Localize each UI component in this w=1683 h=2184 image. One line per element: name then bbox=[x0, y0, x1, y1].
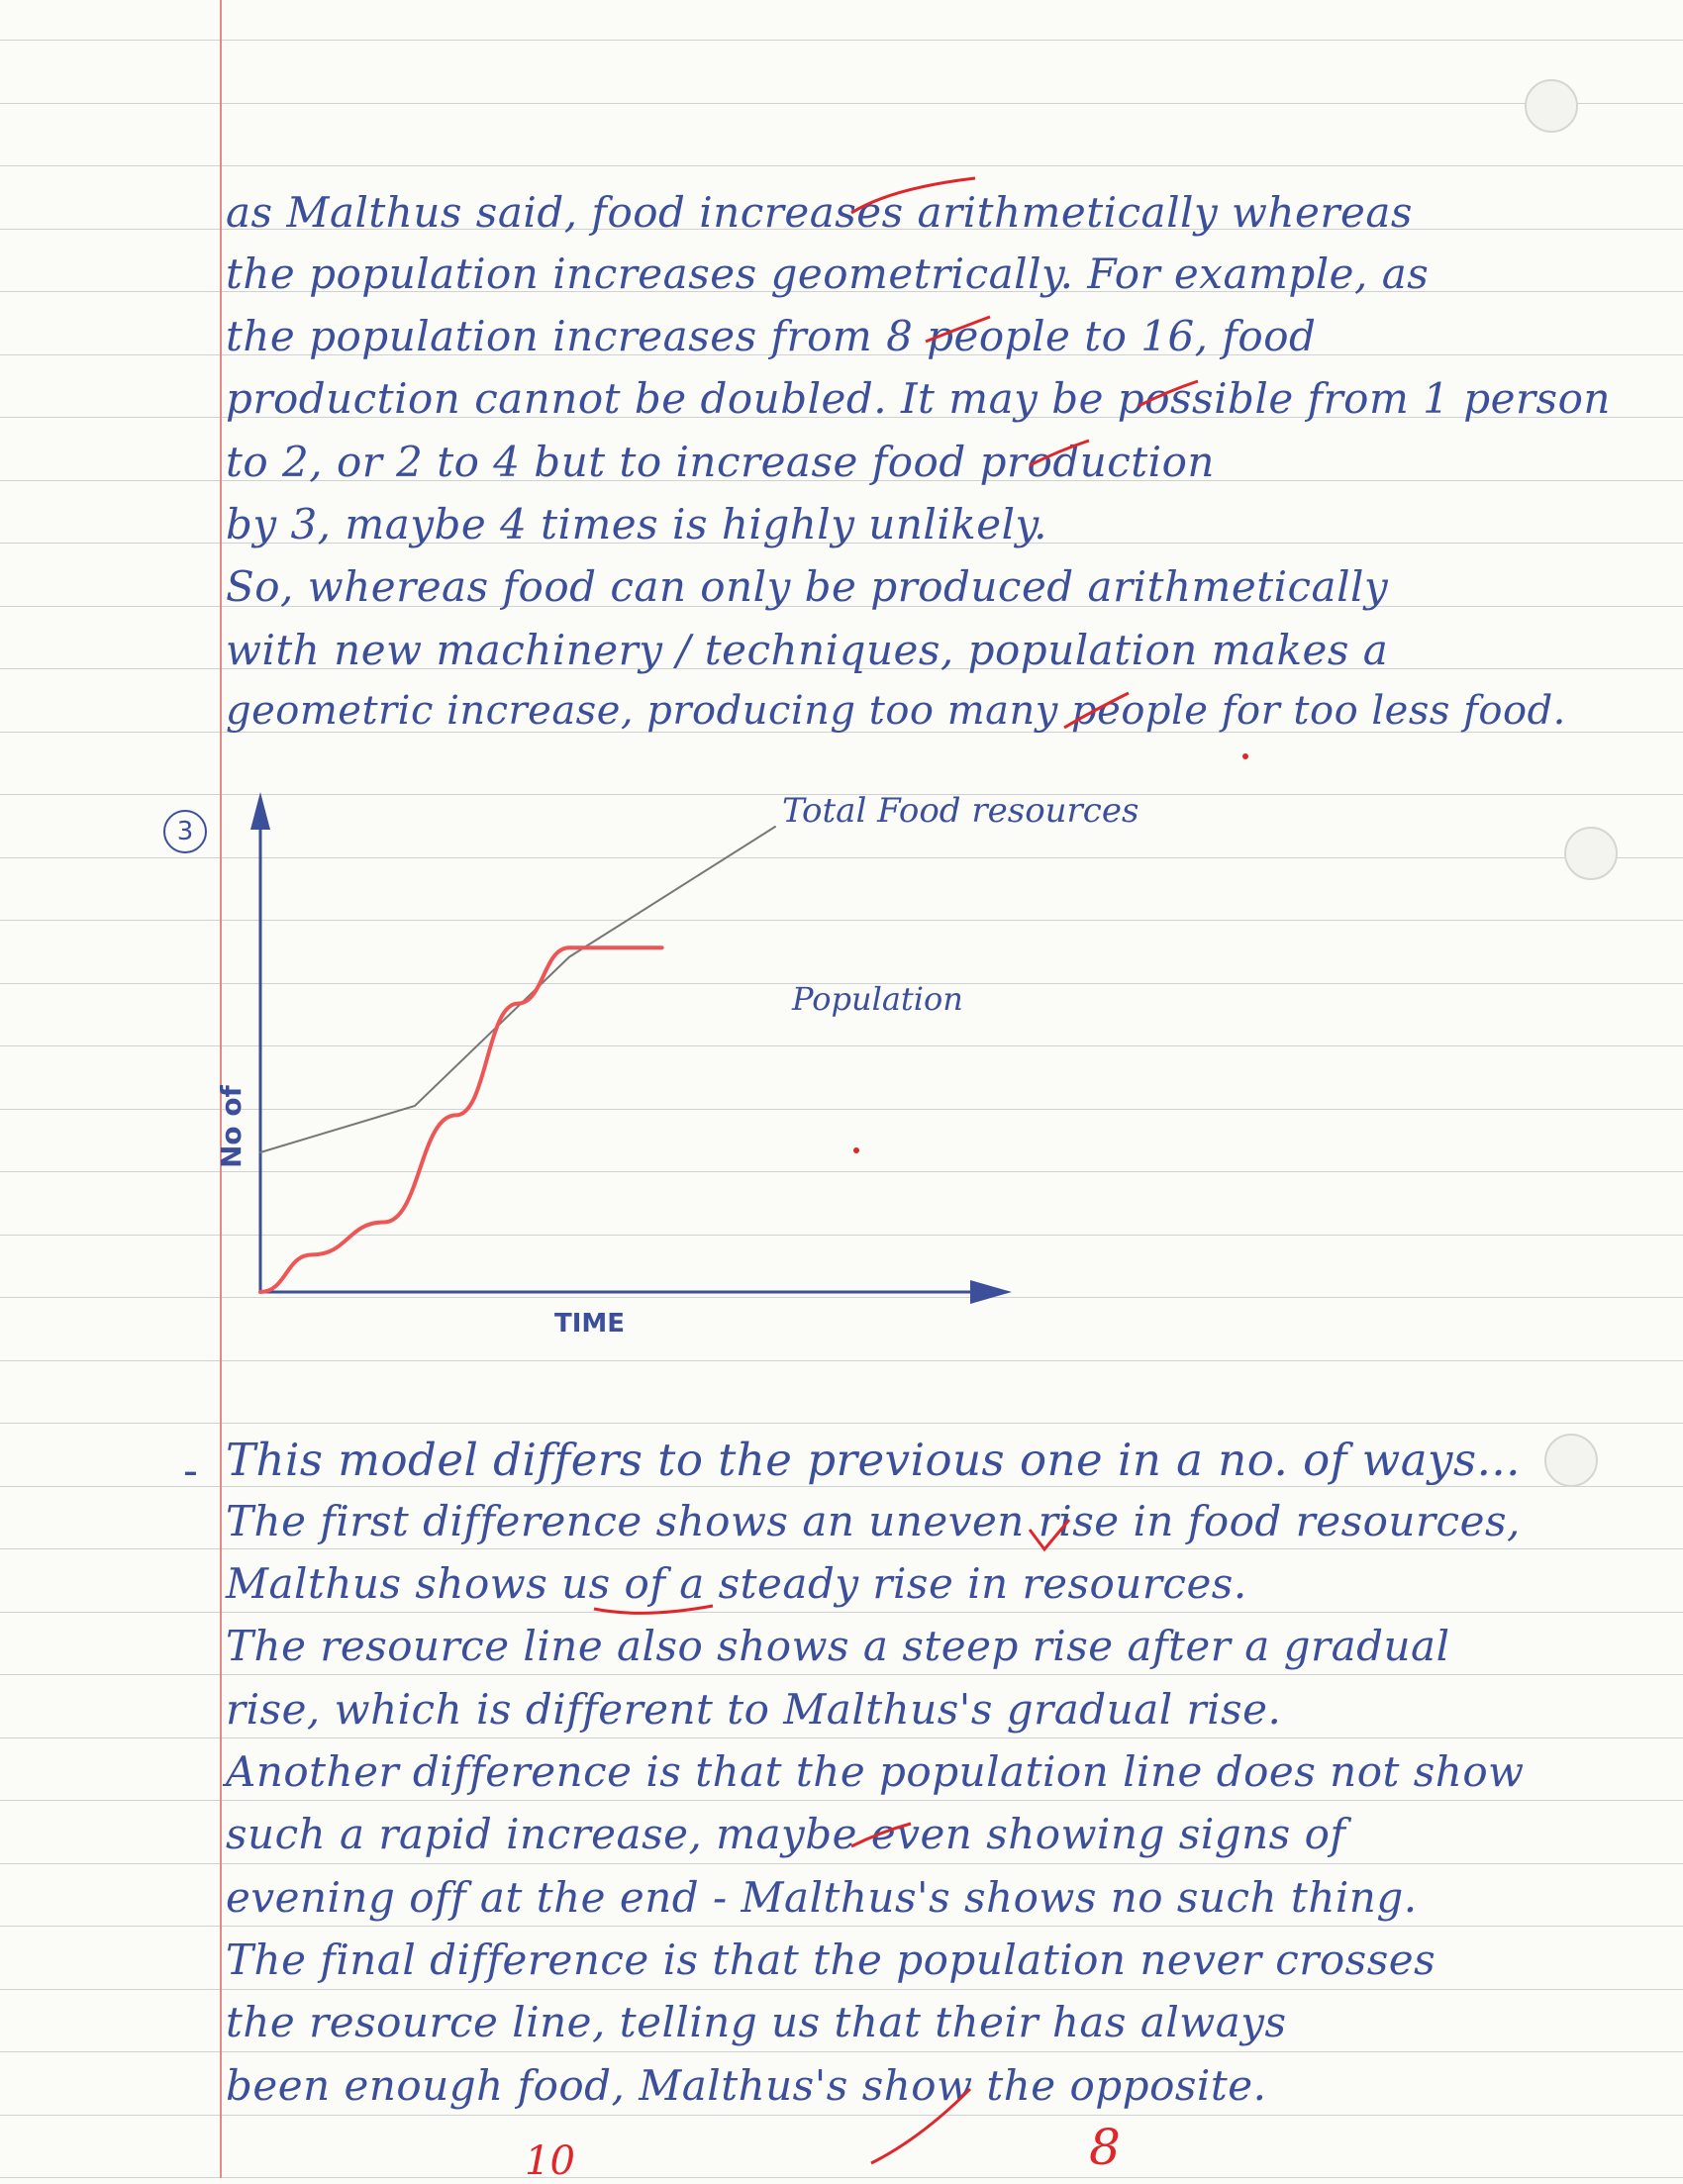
pen-dot bbox=[853, 1147, 859, 1153]
text-line: as Malthus said, food increases arithmetically whereas bbox=[226, 188, 1413, 237]
tick-mark bbox=[1030, 441, 1089, 465]
text-line: by 3, maybe 4 times is highly unlikely. bbox=[226, 500, 1048, 548]
text-line: The final difference is that the population never crosses bbox=[226, 1936, 1436, 1984]
question-number: 3 bbox=[163, 810, 207, 853]
series-label-food: Total Food resources bbox=[782, 791, 1139, 831]
text-line: production cannot be doubled. It may be possible from 1 person bbox=[226, 374, 1611, 423]
text-line: Another difference is that the population line does not show bbox=[226, 1747, 1525, 1796]
text-line: with new machinery / techniques, population makes a bbox=[226, 626, 1389, 674]
x-axis-label: TIME bbox=[554, 1309, 626, 1339]
text-line: This model differs to the previous one in a no. of ways... bbox=[226, 1434, 1521, 1486]
series-label-population: Population bbox=[792, 980, 963, 1018]
tick-mark bbox=[1030, 1520, 1069, 1549]
text-line: rise, which is different to Malthus's gradual rise. bbox=[226, 1685, 1282, 1734]
text-line: the population increases geometrically. For example, as bbox=[226, 249, 1430, 298]
underline-mark bbox=[594, 1606, 713, 1613]
score-mark: 10 bbox=[525, 2138, 575, 2184]
text-line: Malthus shows us of a steady rise in resources. bbox=[226, 1559, 1247, 1608]
tick-mark bbox=[1064, 693, 1129, 728]
text-line: the resource line, telling us that their has always bbox=[226, 1998, 1287, 2046]
pen-dot bbox=[1242, 753, 1248, 759]
answer-dash: - bbox=[183, 1445, 198, 1496]
text-line: to 2, or 2 to 4 but to increase food production bbox=[226, 438, 1215, 486]
y-axis-label: No of bbox=[215, 1085, 248, 1168]
text-line: evening off at the end - Malthus's shows no such thing. bbox=[226, 1873, 1418, 1922]
text-line: the population increases from 8 people to 16, food bbox=[226, 312, 1317, 360]
score-mark: 8 bbox=[1089, 2119, 1121, 2176]
tick-mark bbox=[1138, 381, 1198, 406]
tick-mark bbox=[871, 2089, 970, 2163]
text-line: been enough food, Malthus's show the opposite. bbox=[226, 2061, 1267, 2110]
tick-mark bbox=[926, 317, 990, 342]
text-line: The first difference shows an uneven rise in food resources, bbox=[226, 1497, 1521, 1545]
text-line: such a rapid increase, maybe even showing signs of bbox=[226, 1810, 1346, 1858]
tick-mark bbox=[851, 178, 975, 213]
text-line: The resource line also shows a steep rise after a gradual bbox=[226, 1622, 1450, 1670]
text-line: geometric increase, producing too many people for too less food. bbox=[226, 688, 1566, 734]
text-line: So, whereas food can only be produced arithmetically bbox=[226, 562, 1389, 611]
tick-mark bbox=[851, 1824, 911, 1846]
